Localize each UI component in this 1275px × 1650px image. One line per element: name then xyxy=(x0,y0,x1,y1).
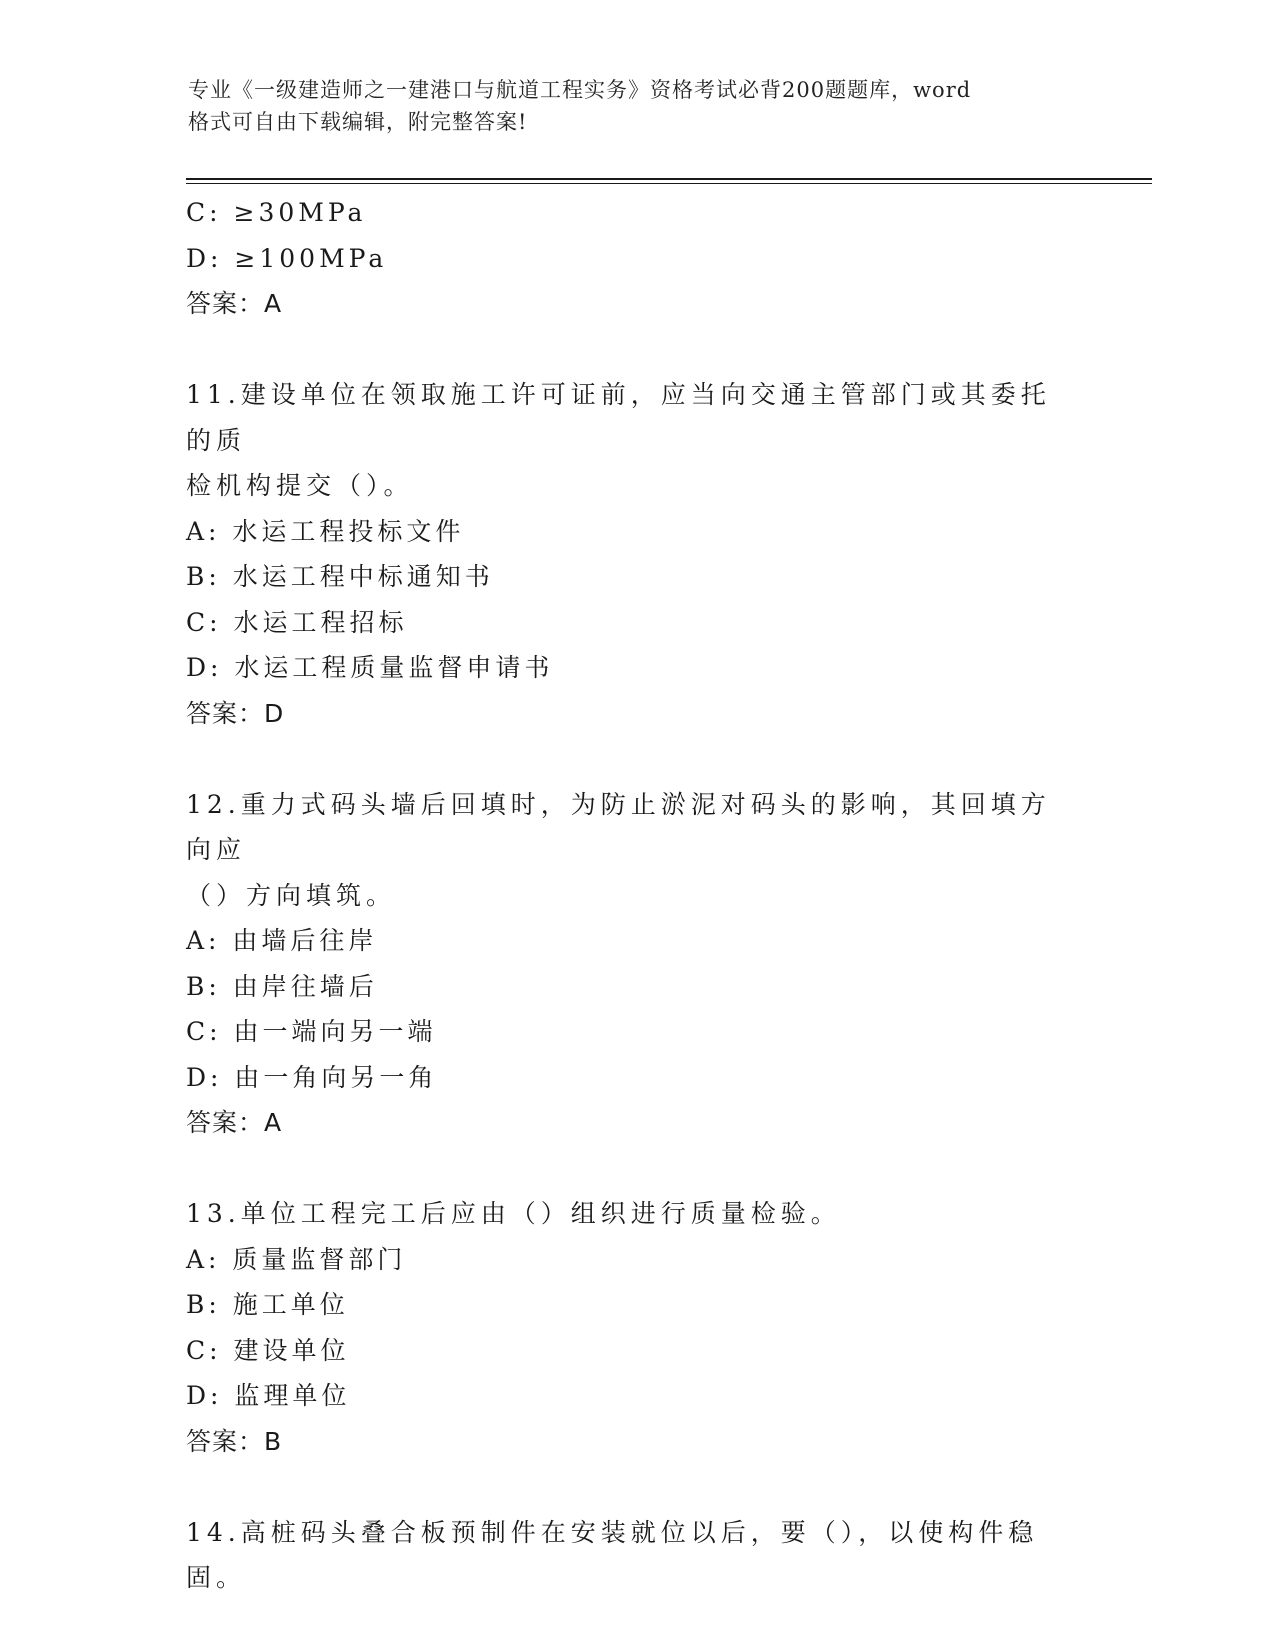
question-12 xyxy=(186,782,1086,1146)
spacer xyxy=(186,1146,1086,1192)
question-14 xyxy=(186,1510,1086,1601)
document-header xyxy=(188,74,1068,138)
option-a: A: 水运工程投标文件 xyxy=(186,516,465,546)
option-d: D: 监理单位 xyxy=(186,1381,351,1410)
answer-line: 答案：D xyxy=(186,698,285,728)
question-13 xyxy=(186,1191,1086,1464)
option-c: C: 由一端向另一端 xyxy=(186,1017,437,1046)
previous-question-tail xyxy=(186,190,1086,327)
spacer xyxy=(186,736,1086,782)
answer-line: 答案：A xyxy=(186,289,283,318)
header-line-2: 格式可自由下载编辑，附完整答案! xyxy=(188,110,528,134)
question-11 xyxy=(186,372,1086,736)
option-d: D: ≥100MPa xyxy=(186,243,388,273)
header-rule-thin xyxy=(186,183,1152,184)
question-stem-line: 13.单位工程完工后应由（）组织进行质量检验。 xyxy=(186,1199,841,1228)
question-stem-line: 检机构提交（）。 xyxy=(186,471,414,500)
option-b: B: 施工单位 xyxy=(186,1290,349,1319)
question-stem-line: 12.重力式码头墙后回填时，为防止淤泥对码头的影响，其回填方向应 xyxy=(186,789,1051,864)
option-a: A: 质量监督部门 xyxy=(186,1244,407,1274)
answer-line: 答案：B xyxy=(186,1426,283,1456)
option-c: C: 建设单位 xyxy=(186,1335,350,1365)
option-c: C: 水运工程招标 xyxy=(186,607,408,637)
answer-line: 答案：A xyxy=(186,1108,283,1137)
spacer xyxy=(186,1464,1086,1510)
option-b: B: 由岸往墙后 xyxy=(186,971,378,1001)
option-b: B: 水运工程中标通知书 xyxy=(186,562,494,591)
question-list xyxy=(186,190,1086,1601)
spacer xyxy=(186,327,1086,373)
question-stem-line: 14.高桩码头叠合板预制件在安装就位以后，要（），以使构件稳固。 xyxy=(186,1517,1039,1592)
option-a: A: 由墙后往岸 xyxy=(186,926,378,955)
question-stem-line: 11.建设单位在领取施工许可证前，应当向交通主管部门或其委托的质 xyxy=(186,380,1051,455)
option-d: D: 水运工程质量监督申请书 xyxy=(186,653,554,682)
option-c: C: ≥30MPa xyxy=(186,198,367,227)
header-rule-thick xyxy=(186,178,1152,180)
question-stem-line: （）方向填筑。 xyxy=(186,880,397,910)
header-line-1: 专业《一级建造师之一建港口与航道工程实务》资格考试必背200题题库，word xyxy=(188,78,972,102)
option-d: D: 由一角向另一角 xyxy=(186,1062,438,1092)
